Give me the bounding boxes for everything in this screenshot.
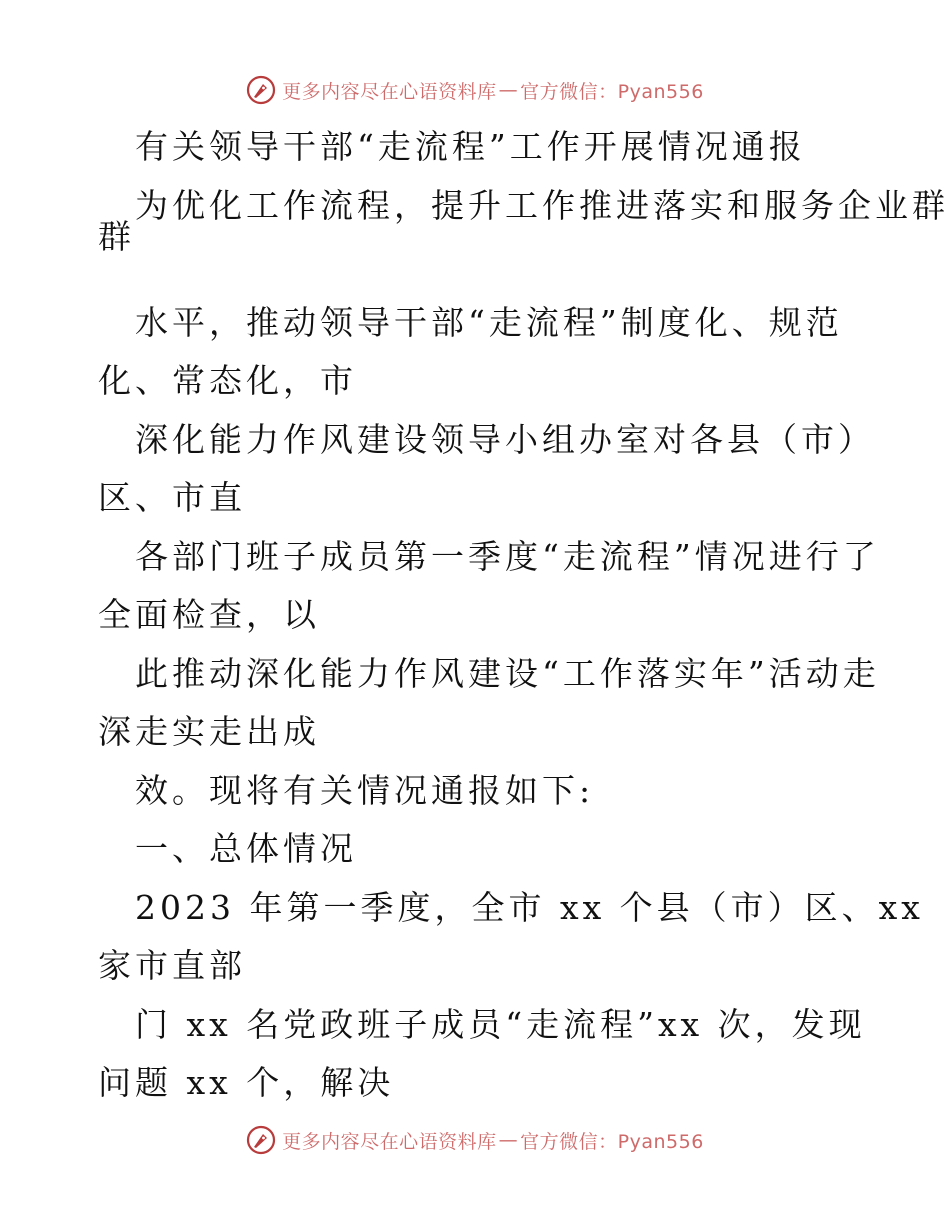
paragraph-line: 区、市直: [98, 478, 246, 517]
pen-nib-circle-icon: [246, 1125, 276, 1155]
paragraph-line: 各部门班子成员第一季度“走流程”情况进行了: [135, 537, 880, 576]
watermark-separator: —: [498, 1129, 519, 1151]
paragraph-line: 水平，推动领导干部“走流程”制度化、规范: [135, 303, 843, 342]
paragraph-line: 问题 xx 个，解决: [98, 1063, 395, 1102]
paragraph-line: 家市直部: [98, 946, 246, 985]
footer-watermark: [0, 1120, 950, 1160]
watermark-separator: —: [498, 79, 519, 101]
paragraph-line: 此推动深化能力作风建设“工作落实年”活动走: [135, 654, 880, 693]
watermark-text: 更多内容尽在心语资料库: [282, 80, 497, 103]
paragraph-line: 效。现将有关情况通报如下:: [135, 771, 595, 810]
section-heading: 一、总体情况: [135, 829, 357, 868]
pen-nib-circle-icon: [246, 75, 276, 105]
paragraph-line: 全面检查，以: [98, 595, 320, 634]
watermark-text: 更多内容尽在心语资料库: [282, 1130, 497, 1153]
watermark-contact: 官方微信：Pyan556: [520, 1130, 704, 1153]
paragraph-line: 为优化工作流程，提升工作推进落实和服务企业群: [135, 186, 949, 225]
document-title: 有关领导干部“走流程”工作开展情况通报: [135, 127, 806, 166]
paragraph-line: 深走实走出成: [98, 712, 320, 751]
paragraph-line: 深化能力作风建设领导小组办室对各县（市）: [135, 420, 875, 459]
header-watermark: [0, 70, 950, 110]
paragraph-line: 化、常态化，市: [98, 361, 357, 400]
paragraph-line: 2023 年第一季度，全市 xx 个县（市）区、xx: [135, 888, 924, 927]
paragraph-line: 门 xx 名党政班子成员“走流程”xx 次，发现: [135, 1005, 866, 1044]
watermark-contact: 官方微信：Pyan556: [520, 80, 704, 103]
paragraph-line: 群: [98, 217, 135, 256]
